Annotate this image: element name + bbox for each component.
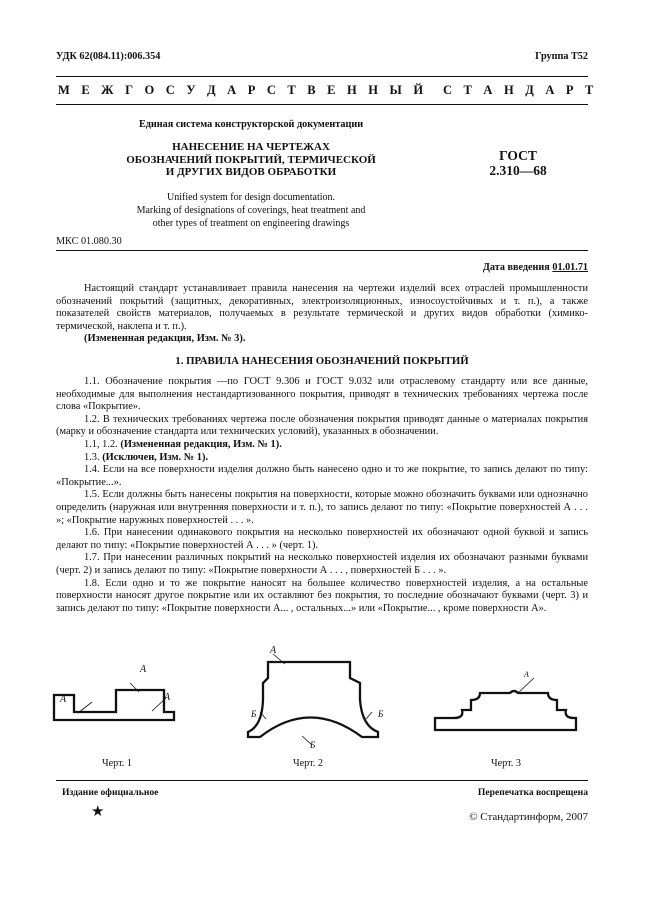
figures-drawings: [40, 640, 620, 775]
banner-standard: С Т А Н Д А Р Т: [443, 83, 595, 97]
english-line-1: Unified system for design documentation.: [166, 192, 336, 203]
udk-code: УДК 62(084.11):006.354: [56, 51, 161, 62]
banner-rule-top: [56, 76, 588, 77]
clause-1-5: 1.5. Если должны быть нанесены покрытия на поверхности, которые можно обозначить буквами или однозначно определить (наружная или внутренняя поверхности и т. п.), то запись делают по типу: «Покрытие поверхностей А . . . »; «Покрытие наружных поверхностей . . . ».: [56, 489, 588, 526]
gost-number: [468, 148, 568, 178]
copyright: © Стандартинформ, 2007: [469, 811, 588, 823]
figure-2-label-a: А: [270, 645, 277, 656]
clause-1-3-status: (Исключен, Изм. № 1).: [102, 451, 209, 463]
effective-date: [483, 262, 588, 273]
footer-rule: [56, 780, 588, 781]
intro-text: Настоящий стандарт устанавливает правила нанесения на чертежи изделий всех отраслей промышленности обозначений покрытий (защитных, декоративных, электроизоляционных, износоустойчивых и т. п.), а также показателей свойств материалов, получаемых в результате термической и других видов обработки (химико-термической, наклепа и т. п.).: [56, 283, 588, 332]
official-edition: Издание официальное: [62, 787, 159, 798]
mks-code: МКС 01.080.30: [56, 236, 122, 247]
clause-1-7: 1.7. При нанесении различных покрытий на несколько поверхностей изделия их обозначают разными буквами (черт. 2) и запись делают по типу: «Покрытие поверхности А . . . , поверхностей Б . . . ».: [56, 552, 588, 576]
clause-1-1: 1.1. Обозначение покрытия —по ГОСТ 9.306 и ГОСТ 9.032 или отраслевому стандарту или все данные, необходимые для выполнения нестандартизованного покрытия, приводят в технических требованиях чертежа после слова «Покрытие».: [56, 376, 588, 413]
clause-1-1-1-2-note: [56, 439, 588, 452]
figure-2-caption: Черт. 2: [293, 758, 323, 769]
english-line-3: other types of treatment on engineering drawings: [152, 218, 350, 229]
figure-1: [54, 664, 174, 720]
clause-1-3: [56, 452, 588, 465]
english-line-2: Marking of designations of coverings, heat treatment and: [136, 205, 366, 216]
figure-3: [435, 670, 576, 730]
title-line-1: НАНЕСЕНИЕ НА ЧЕРТЕЖАХ: [172, 141, 330, 153]
clause-1-6: 1.6. При нанесении одинакового покрытия на несколько поверхностей их обозначают одной буквой и запись делают по типу: «Покрытие поверхностей А . . . » (черт. 1).: [56, 527, 588, 551]
figure-2-label-b-bottom: Б: [310, 740, 316, 750]
gost-code: 2.310—68: [489, 163, 547, 178]
banner-interstate: М Е Ж Г О С У Д А Р С Т В Е Н Н Ы Й: [58, 83, 425, 97]
effective-date-value: 01.01.71: [552, 262, 588, 273]
title-rule: [56, 250, 588, 251]
star-mark: ★: [91, 804, 105, 820]
intro-section: [56, 283, 588, 346]
doc-title: [56, 141, 446, 179]
figure-1-label-a-right: А: [164, 692, 171, 703]
section-heading: 1. ПРАВИЛА НАНЕСЕНИЯ ОБОЗНАЧЕНИЙ ПОКРЫТИЙ: [175, 355, 469, 367]
effective-date-label: Дата введения: [482, 262, 550, 273]
english-title: [56, 191, 446, 230]
clause-1-3-num: 1.3.: [84, 451, 100, 463]
figure-1-outline: [54, 690, 174, 720]
figure-2-label-b-right: Б: [378, 709, 384, 719]
clause-1-12-num: 1.1, 1.2.: [84, 438, 118, 450]
group-code: Группа Т52: [535, 51, 588, 62]
figure-2-label-b-left: Б: [251, 709, 257, 719]
title-line-3: И ДРУГИХ ВИДОВ ОБРАБОТКИ: [165, 166, 337, 178]
clause-1-4: 1.4. Если на все поверхности изделия должно быть нанесено одно и то же покрытие, то запись делают по типу: «Покрытие...».: [56, 464, 588, 488]
figure-2-outline: [248, 662, 378, 737]
section-body: [56, 376, 588, 615]
figure-2: [248, 645, 384, 750]
banner-rule-bottom: [56, 104, 588, 105]
reprint-notice: Перепечатка воспрещена: [477, 787, 588, 798]
clause-1-2: 1.2. В технических требованиях чертежа после обозначения покрытия приводят данные о материалах покрытия (марку и обозначение стандарта или технических условий), указанных в обозначении.: [56, 413, 588, 438]
figure-3-caption: Черт. 3: [491, 758, 521, 769]
figure-1-label-a-top: А: [140, 664, 147, 675]
intro-edition: (Измененная редакция, Изм. № 3).: [84, 333, 246, 345]
gost-label: ГОСТ: [499, 148, 537, 163]
figure-3-outline: [435, 691, 576, 730]
clause-1-8: 1.8. Если одно и то же покрытие наносят на большее количество поверхностей изделия, а на остальные поверхности наносят другое покрытие или их оставляют без покрытия, то последние обозначают буквами (черт. 3) и запись делают по типу: «Покрытие поверхности А... , остальных...» или «Покрытие... , кроме поверхности А».: [56, 577, 588, 614]
title-line-2: ОБОЗНАЧЕНИЙ ПОКРЫТИЙ, ТЕРМИЧЕСКОЙ: [126, 153, 376, 166]
figure-3-label-a: А: [524, 670, 529, 679]
system-name: Единая система конструкторской документации: [138, 119, 364, 130]
figure-1-caption: Черт. 1: [102, 758, 132, 769]
figure-1-label-a-left: А: [60, 694, 67, 705]
clause-1-12-edition: (Измененная редакция, Изм. № 1).: [120, 438, 282, 450]
